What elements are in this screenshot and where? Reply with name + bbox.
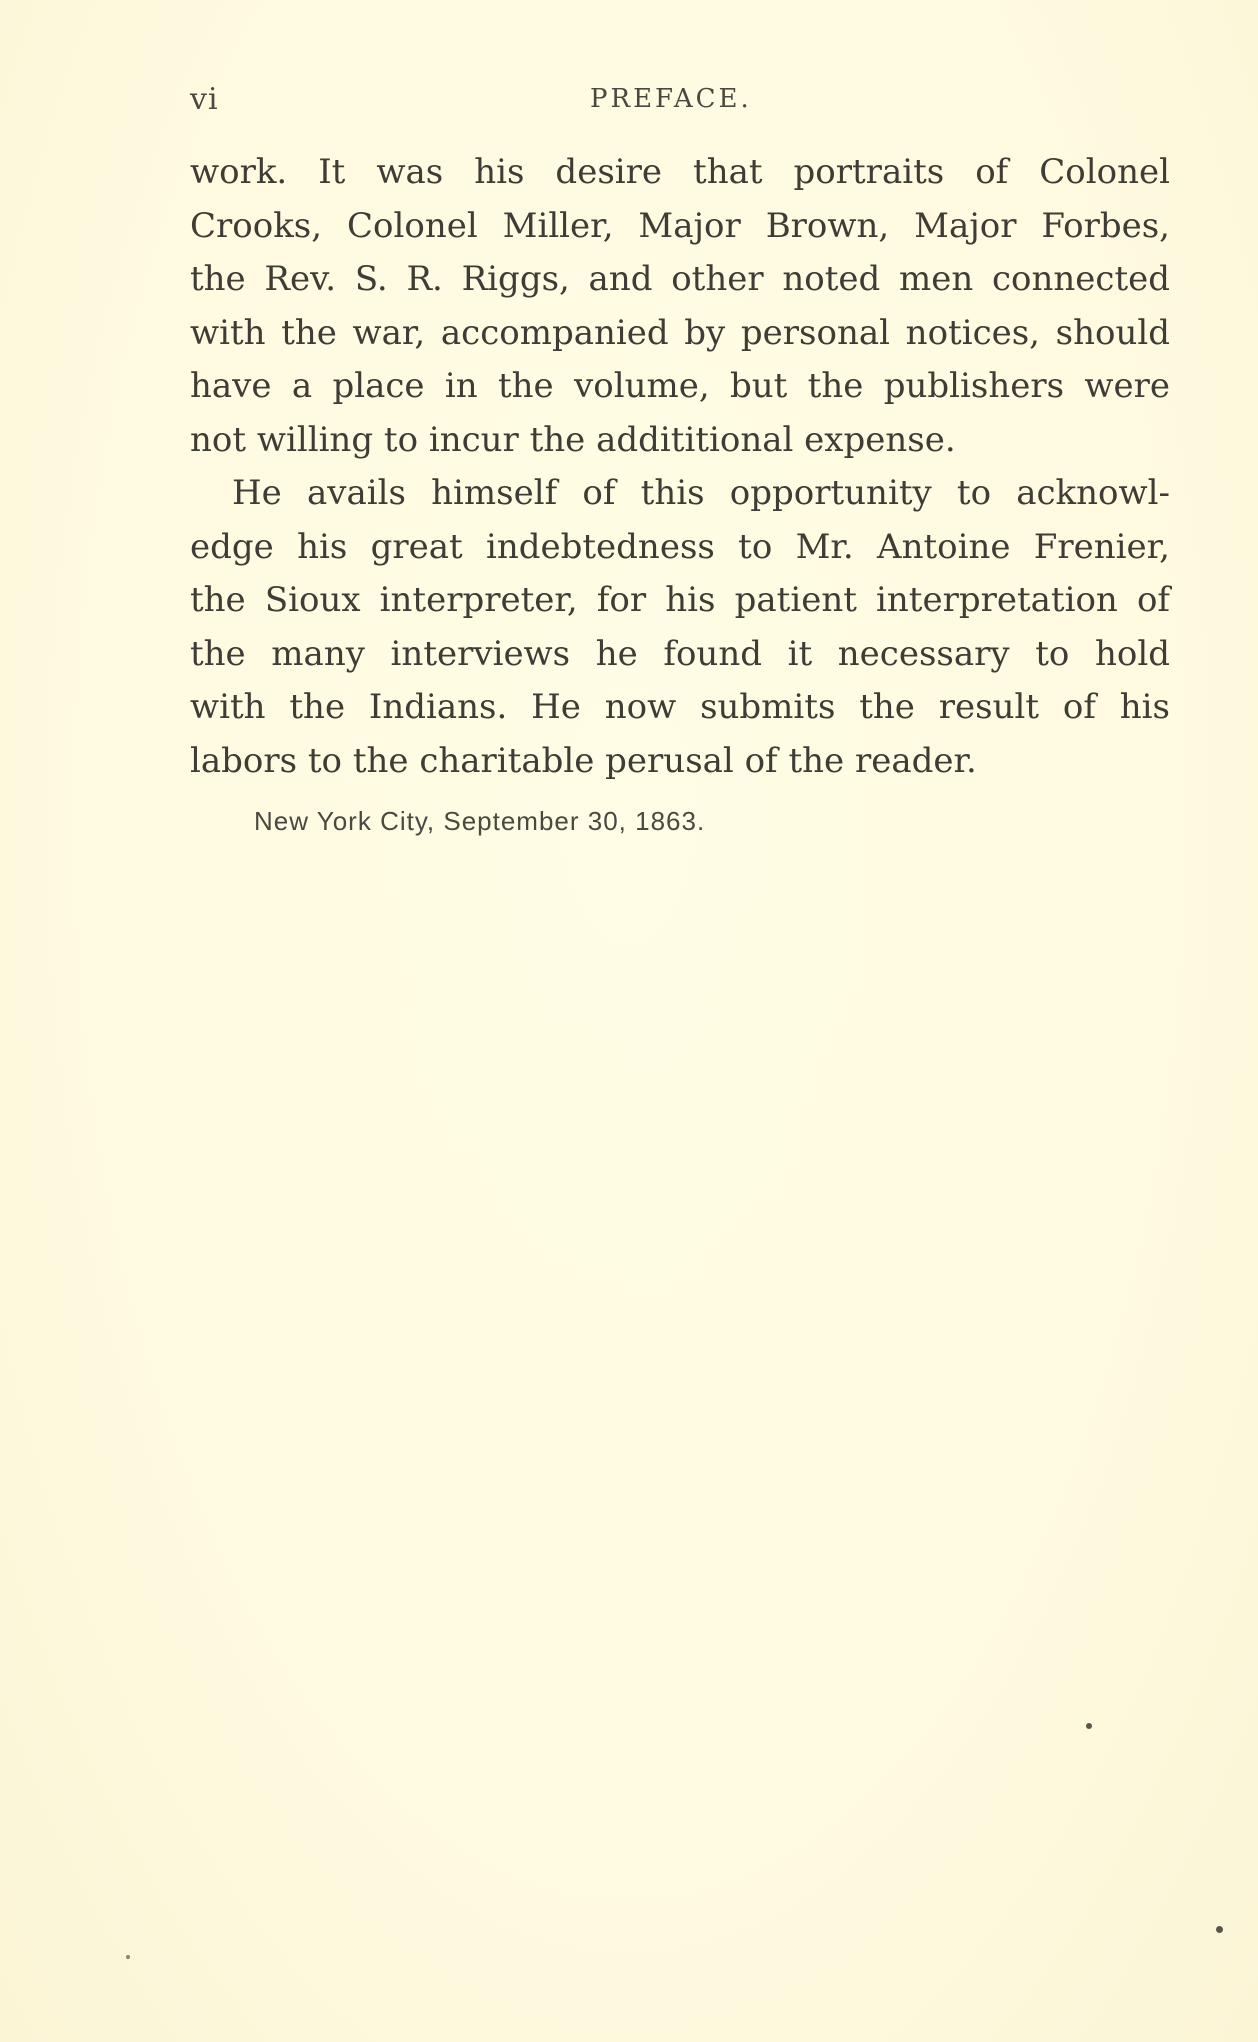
text-line: edge his great indebtedness to Mr. Antoine Frenier, (190, 526, 1170, 567)
preface-body (190, 146, 1170, 788)
running-head (190, 82, 1170, 122)
text-line: work. It was his desire that portraits of Colonel (190, 152, 1170, 192)
text-line: with the Indians. He now submits the result of his (190, 687, 1170, 727)
paper-speck (126, 1955, 130, 1959)
text-line: Crooks, Colonel Miller, Major Brown, Major Forbes, (190, 205, 1170, 246)
text-line: labors to the charitable perusal of the reader. (190, 740, 977, 781)
text-line: not willing to incur the addititional expense. (190, 419, 956, 460)
text-line: He avails himself of this opportunity to acknowl- (232, 473, 1170, 513)
paper-speck (1216, 1926, 1223, 1933)
text-line: the many interviews he found it necessary to hold (190, 633, 1170, 674)
dateline: New York City, September 30, 1863. (254, 806, 706, 836)
page-number: vi (190, 82, 219, 117)
text-line: the Rev. S. R. Riggs, and other noted men connected (190, 259, 1170, 299)
paper-speck (1086, 1723, 1092, 1729)
text-line: with the war, accompanied by personal notices, should (190, 312, 1170, 353)
running-head-title: PREFACE. (590, 84, 752, 114)
text-line: have a place in the volume, but the publishers were (190, 366, 1170, 406)
text-line: the Sioux interpreter, for his patient interpretation of (190, 580, 1170, 620)
